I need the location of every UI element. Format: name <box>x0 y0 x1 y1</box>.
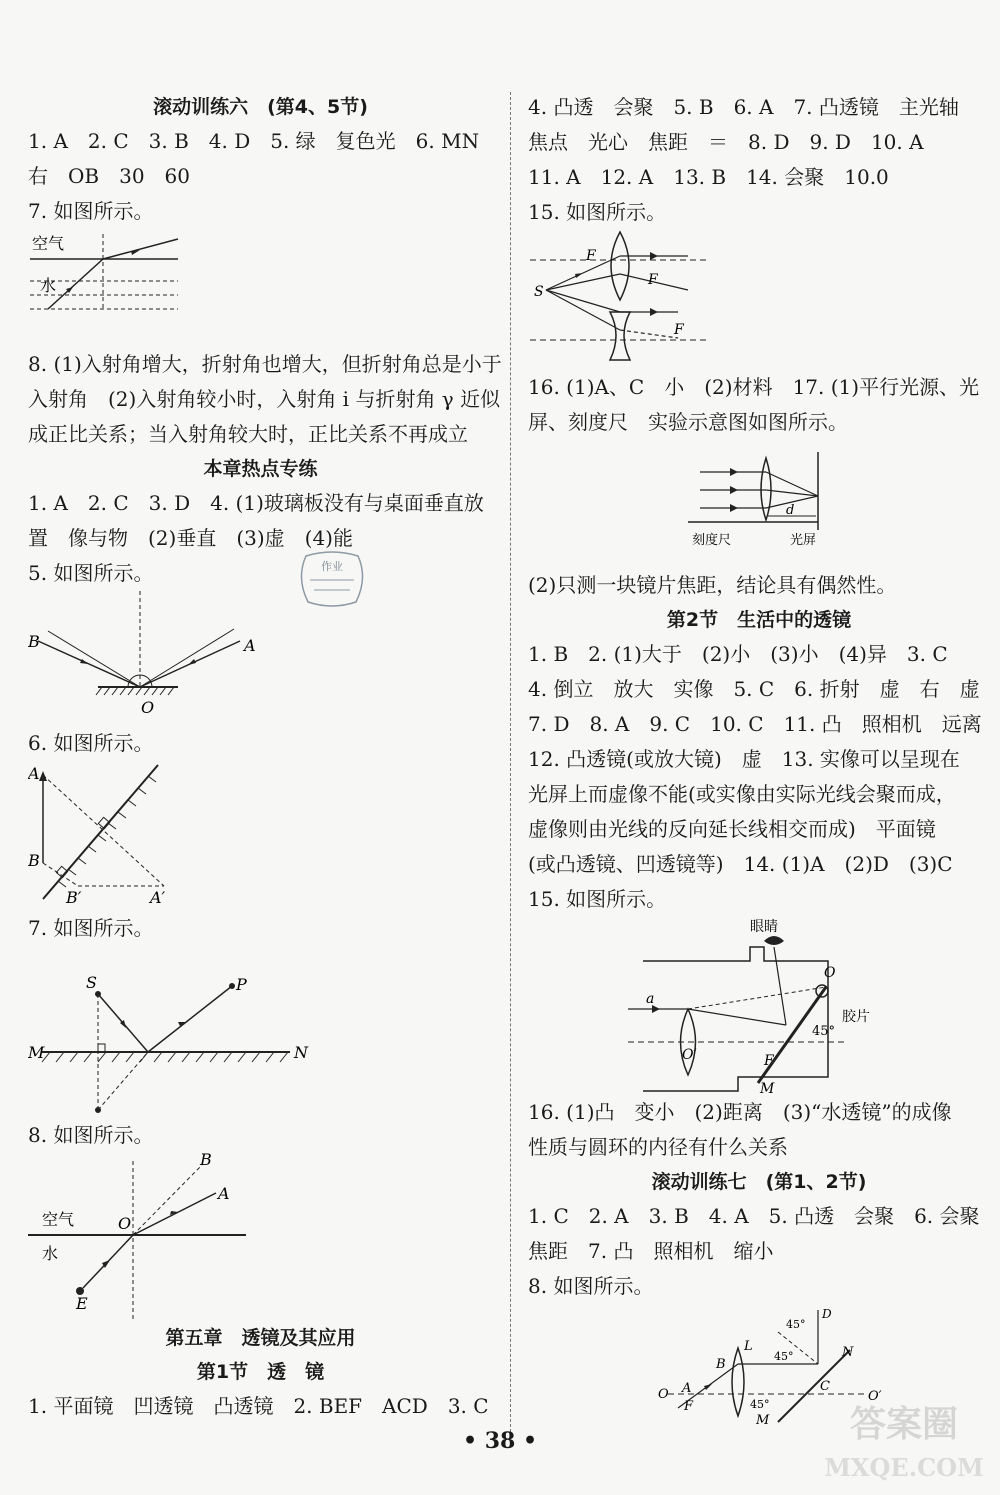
answer-line: 15. 如图所示。 <box>528 200 667 224</box>
section-heading: 第1节 透 镜 <box>196 1361 325 1383</box>
N-label: N <box>294 1043 308 1062</box>
answer-line: 11. A 12. A 13. B 14. 会聚 10.0 <box>528 165 889 189</box>
lens-figure <box>528 230 990 370</box>
answer-line: 光屏上而虚像不能(或实像由实际光线会聚而成， <box>528 782 956 806</box>
O-label: O <box>658 1387 669 1402</box>
A-label: A <box>682 1381 692 1396</box>
answer-line: 1. B 2. (1)大于 (2)小 (3)小 (4)异 3. C <box>528 642 948 666</box>
B-prime-label: B′ <box>66 888 82 907</box>
E-label: E <box>76 1294 88 1313</box>
mirror-image-figure <box>28 761 493 911</box>
d-label: d <box>786 503 795 518</box>
B-label: B <box>200 1153 212 1169</box>
answer-line: 右 OB 30 60 <box>28 164 190 188</box>
O-label: O <box>824 965 836 981</box>
A-label: A <box>218 1184 230 1203</box>
angle-label-a: 45° <box>786 1318 806 1331</box>
a-label: a <box>646 991 655 1007</box>
angle-label-b: 45° <box>774 1350 794 1363</box>
answer-line: 1. 平面镜 凹透镜 凸透镜 2. BEF ACD 3. C <box>28 1394 489 1418</box>
right-column <box>528 90 990 1424</box>
D-label: D <box>822 1307 832 1321</box>
answer-line: 15. 如图所示。 <box>528 887 667 911</box>
water-label: 水 <box>42 1244 59 1263</box>
answer-line: 7. D 8. A 9. C 10. C 11. 凸 照相机 远离 <box>528 712 982 736</box>
watermark-top: 答案圈 <box>849 1403 959 1445</box>
screen-label: 光屏 <box>790 533 817 548</box>
answer-line: 屏、刻度尺 实验示意图如图所示。 <box>528 410 848 434</box>
F-label: F <box>684 1399 694 1414</box>
B-label: B <box>28 851 40 870</box>
answer-line: 8. 如图所示。 <box>528 1274 654 1298</box>
angle-label: 45° <box>812 1024 836 1039</box>
A-prime-label: A′ <box>150 888 166 907</box>
column-divider <box>510 92 511 1432</box>
air-label: 空气 <box>32 234 65 253</box>
answer-line: 6. 如图所示。 <box>28 731 154 755</box>
camera-figure <box>528 917 990 1095</box>
stamp-text: 作业 <box>321 560 343 573</box>
section-heading: 滚动训练七 (第1、2节) <box>651 1171 867 1193</box>
A-label: A <box>244 636 256 655</box>
answer-line: 4. 凸透 会聚 5. B 6. A 7. 凸透镜 主光轴 <box>528 95 959 119</box>
answer-line: 5. 如图所示。 <box>28 561 154 585</box>
F-label-3: F <box>674 322 684 338</box>
air-label: 空气 <box>42 1210 75 1229</box>
answer-line: 16. (1)凸 变小 (2)距离 (3)“水透镜”的成像 <box>528 1100 952 1124</box>
page-number: • 38 • <box>462 1428 538 1454</box>
answer-line: 4. 倒立 放大 实像 5. C 6. 折射 虚 右 虚 <box>528 677 980 701</box>
focal-length-figure <box>528 440 990 568</box>
O-prime-label: O′ <box>682 1047 697 1063</box>
O-prime-label: O′ <box>868 1389 882 1404</box>
F-label: F <box>764 1053 774 1069</box>
answer-line: (或凸透镜、凹透镜等) 14. (1)A (2)D (3)C <box>528 852 953 876</box>
watermark-logo <box>815 1388 993 1488</box>
answer-line: 8. (1)入射角增大，折射角也增大，但折射角总是小于 <box>28 352 502 376</box>
answer-line: 16. (1)A、C 小 (2)材料 17. (1)平行光源、光 <box>528 375 980 399</box>
F-label-1: F <box>586 248 596 264</box>
answer-line: (2)只测一块镜片焦距，结论具有偶然性。 <box>528 573 897 597</box>
answer-line: 性质与圆环的内径有什么关系 <box>528 1135 788 1159</box>
left-column <box>28 90 502 1424</box>
B-label: B <box>28 632 40 651</box>
L-label: L <box>744 1339 753 1354</box>
M-label: M <box>28 1043 45 1062</box>
film-label: 胶片 <box>842 1009 870 1025</box>
O-label: O <box>141 698 155 717</box>
water-label: 水 <box>40 276 57 295</box>
answer-line: 虚像则由光线的反向延长线相交而成) 平面镜 <box>528 817 936 841</box>
refraction-figure <box>28 229 493 347</box>
section-heading: 本章热点专练 <box>203 458 318 480</box>
C-label: C <box>820 1379 830 1394</box>
answer-line: 7. 如图所示。 <box>28 916 154 940</box>
S-label: S <box>534 284 544 300</box>
A-label: A <box>28 764 40 783</box>
M-label: M <box>756 1413 770 1424</box>
answer-line: 7. 如图所示。 <box>28 199 154 223</box>
M-label: M <box>760 1081 775 1095</box>
plane-mirror-figure <box>28 946 493 1118</box>
answer-line: 8. 如图所示。 <box>28 1123 154 1147</box>
answer-line: 焦距 7. 凸 照相机 缩小 <box>528 1239 774 1263</box>
ruler-label: 刻度尺 <box>692 533 732 548</box>
F-label-2: F <box>648 272 658 288</box>
answer-line: 入射角 (2)入射角较小时，入射角 i 与折射角 γ 近似 <box>28 387 501 411</box>
section-heading: 第2节 生活中的透镜 <box>666 609 852 631</box>
answer-line: 焦点 光心 焦距 ＝ 8. D 9. D 10. A <box>528 130 924 154</box>
air-water-figure <box>28 1153 493 1321</box>
answer-line: 置 像与物 (2)垂直 (3)虚 (4)能 <box>28 526 353 550</box>
answer-line: 1. A 2. C 3. D 4. (1)玻璃板没有与桌面垂直放 <box>28 491 484 515</box>
section-heading: 滚动训练六 (第4、5节) <box>153 96 368 118</box>
homework-stamp <box>296 548 368 610</box>
answer-line: 成正比关系；当入射角较大时，正比关系不再成立 <box>28 422 468 446</box>
angle-label-c: 45° <box>750 1398 770 1411</box>
O-label: O <box>118 1214 132 1233</box>
watermark-bottom: MXQE.COM <box>824 1453 984 1482</box>
eye-label: 眼睛 <box>750 919 778 935</box>
P-label: P <box>236 975 247 994</box>
answer-line: 1. C 2. A 3. B 4. A 5. 凸透 会聚 6. 会聚 <box>528 1204 980 1228</box>
N-label: N <box>842 1345 854 1360</box>
answer-line: 1. A 2. C 3. B 4. D 5. 绿 复色光 6. MN <box>28 129 480 153</box>
B-label: B <box>716 1357 726 1372</box>
S-label: S <box>86 973 97 992</box>
reflection-figure <box>28 591 493 726</box>
answer-line: 12. 凸透镜(或放大镜) 虚 13. 实像可以呈现在 <box>528 747 960 771</box>
chapter-heading: 第五章 透镜及其应用 <box>165 1327 356 1349</box>
